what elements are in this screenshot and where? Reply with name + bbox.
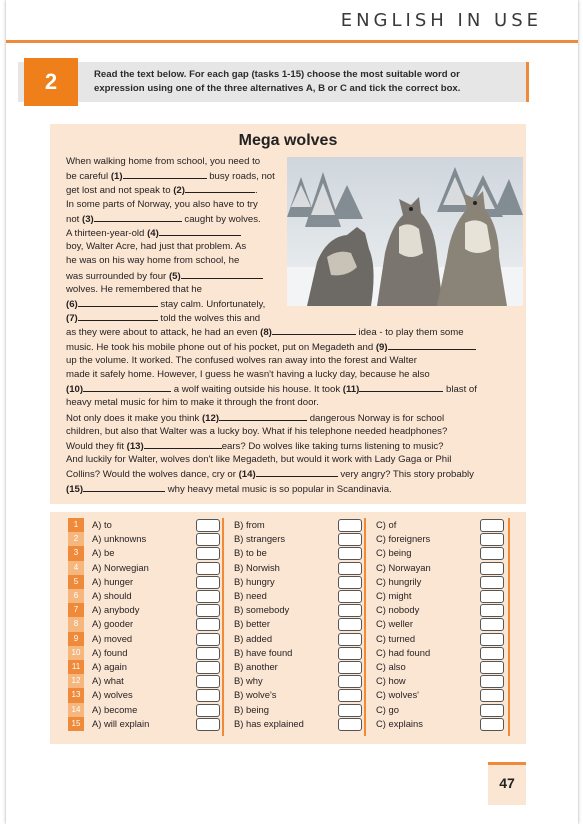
answer-row xyxy=(68,575,514,589)
answer-gap xyxy=(219,411,307,421)
section-title: ENGLISH IN USE xyxy=(340,10,542,31)
option-a-checkbox[interactable] xyxy=(196,562,220,575)
wolves-photo xyxy=(287,157,523,306)
text-run: music. He took his mobile phone out of his pocket, put on Megadeth and xyxy=(66,341,376,353)
article-line xyxy=(66,368,430,382)
text-run: In some parts of Norway, you also have to try xyxy=(66,198,258,210)
option-a-checkbox[interactable] xyxy=(196,576,220,589)
question-number: 5 xyxy=(68,575,84,589)
option-a-label: A) moved xyxy=(92,632,133,644)
text-run: . xyxy=(254,185,258,197)
article-line xyxy=(66,198,258,212)
option-c-label: C) had found xyxy=(376,646,431,658)
text-run: When walking home from school, you need to xyxy=(66,156,261,167)
answer-row xyxy=(68,617,514,631)
text-run: A thirteen-year-old xyxy=(66,228,148,239)
answer-row xyxy=(68,518,514,532)
article-line xyxy=(66,283,202,297)
option-b-label: B) from xyxy=(234,519,265,530)
option-b-checkbox[interactable] xyxy=(338,675,362,688)
text-run: why heavy metal music is so popular in Scandinavia. xyxy=(165,483,392,495)
option-c-checkbox[interactable] xyxy=(480,661,504,674)
option-c-label: C) nobody xyxy=(376,604,420,616)
question-number: 2 xyxy=(68,532,84,546)
answer-row xyxy=(68,703,514,717)
text-run: not xyxy=(66,213,83,225)
option-c-label: C) wolves' xyxy=(376,689,419,701)
option-c-checkbox[interactable] xyxy=(480,547,504,560)
page-header xyxy=(6,0,578,40)
answer-row xyxy=(68,532,514,546)
option-b-label: B) need xyxy=(234,590,267,601)
text-run: wolves. He remembered that he xyxy=(66,283,202,295)
option-a-label: A) found xyxy=(92,646,128,658)
text-run: blast of xyxy=(443,384,477,396)
option-a-label: A) hunger xyxy=(92,575,134,587)
option-a-label: A) unknowns xyxy=(92,533,147,545)
text-run: he was on his way home from school, he xyxy=(66,255,240,267)
gap-number: (13) xyxy=(126,441,144,452)
option-c-label: C) turned xyxy=(376,632,416,644)
option-c-checkbox[interactable] xyxy=(480,704,504,717)
question-number: 1 xyxy=(68,518,84,532)
article-line xyxy=(66,297,265,312)
answer-row xyxy=(68,632,514,646)
option-b-checkbox[interactable] xyxy=(338,704,362,717)
option-b-label: B) added xyxy=(234,632,273,644)
option-a-checkbox[interactable] xyxy=(196,647,220,660)
option-c-checkbox[interactable] xyxy=(480,576,504,589)
header-divider xyxy=(6,40,578,43)
article-line xyxy=(66,382,477,397)
option-b-checkbox[interactable] xyxy=(338,647,362,660)
text-run: caught by wolves. xyxy=(181,213,261,225)
answer-gap xyxy=(83,382,171,392)
text-run: Not only does it make you think xyxy=(66,412,202,424)
article-line xyxy=(66,439,444,454)
option-c-checkbox[interactable] xyxy=(480,604,504,617)
text-run: get lost and not speak to xyxy=(66,185,174,197)
text-run: told the wolves this and xyxy=(157,313,261,325)
text-run: And luckily for Walter, wolves don't like Megadeth, but would it work with Lady Gaga or Phil xyxy=(66,454,452,466)
answer-gap xyxy=(144,439,222,449)
option-a-checkbox[interactable] xyxy=(196,704,220,717)
option-b-label: B) hungry xyxy=(234,575,275,587)
text-run: dangerous Norway is for school xyxy=(307,412,445,424)
text-run: Collins? Would the wolves dance, cry or xyxy=(66,469,239,481)
option-c-checkbox[interactable] xyxy=(480,647,504,660)
instruction-line: expression using one of the three alternatives A, B or C and tick the correct box. xyxy=(94,83,461,94)
text-run: boy, Walter Acre, had just that problem. As xyxy=(66,241,247,253)
gap-number: (15) xyxy=(66,483,84,495)
option-b-label: B) better xyxy=(234,618,270,630)
option-c-label: C) might xyxy=(376,590,412,601)
option-a-checkbox[interactable] xyxy=(196,533,220,546)
answer-gap xyxy=(359,382,443,392)
answer-row xyxy=(68,561,514,575)
question-number: 15 xyxy=(68,717,84,731)
text-run: was surrounded by four xyxy=(66,270,169,282)
article-line xyxy=(66,212,261,227)
option-b-checkbox[interactable] xyxy=(338,661,362,674)
option-b-label: B) to be xyxy=(234,547,267,559)
gap-number: (12) xyxy=(201,412,220,424)
question-number: 3 xyxy=(68,546,84,560)
option-b-label: B) wolve's xyxy=(234,689,277,701)
question-number: 6 xyxy=(68,589,84,603)
option-a-label: A) again xyxy=(92,661,127,672)
text-run: idea - to play them some xyxy=(355,327,464,339)
option-b-checkbox[interactable] xyxy=(338,618,362,631)
answer-gap xyxy=(78,311,158,321)
option-a-checkbox[interactable] xyxy=(196,718,220,731)
option-b-label: B) have found xyxy=(234,646,293,658)
option-c-checkbox[interactable] xyxy=(480,689,504,702)
gap-number: (2) xyxy=(173,185,185,197)
option-a-checkbox[interactable] xyxy=(196,618,220,631)
article-line xyxy=(66,396,319,410)
gap-number: (6) xyxy=(66,299,78,310)
option-b-checkbox[interactable] xyxy=(338,633,362,646)
option-a-label: A) become xyxy=(92,703,138,715)
option-c-label: C) foreigners xyxy=(376,533,431,545)
task-number-badge: 2 xyxy=(24,58,78,106)
option-a-checkbox[interactable] xyxy=(196,675,220,688)
question-number: 9 xyxy=(68,632,84,646)
option-b-checkbox[interactable] xyxy=(338,576,362,589)
gap-number: (3) xyxy=(82,213,94,225)
question-number: 12 xyxy=(68,674,84,688)
gap-number: (10) xyxy=(66,384,84,396)
article-line xyxy=(66,226,241,241)
instruction-line: Read the text below. For each gap (tasks 1-15) choose the most suitable word or xyxy=(94,69,460,80)
option-a-label: A) gooder xyxy=(92,618,134,630)
question-number: 4 xyxy=(68,561,84,575)
option-a-label: A) should xyxy=(92,590,132,601)
article-line xyxy=(66,453,451,467)
question-number: 14 xyxy=(68,703,84,717)
answer-gap xyxy=(123,169,207,179)
option-c-label: C) how xyxy=(376,675,406,687)
option-c-checkbox[interactable] xyxy=(480,519,504,532)
option-b-checkbox[interactable] xyxy=(338,604,362,617)
option-a-label: A) anybody xyxy=(92,604,140,616)
answer-gap xyxy=(94,212,182,222)
answer-gap xyxy=(272,325,356,335)
text-run: busy roads, not xyxy=(206,171,275,183)
article-line xyxy=(66,411,444,426)
article-line xyxy=(66,467,474,482)
option-a-label: A) be xyxy=(92,547,115,559)
option-a-checkbox[interactable] xyxy=(196,661,220,674)
article-line xyxy=(66,340,476,355)
question-number: 7 xyxy=(68,603,84,617)
option-b-label: B) being xyxy=(234,703,269,715)
answer-row xyxy=(68,688,514,702)
gap-number: (8) xyxy=(260,327,272,339)
article-line xyxy=(66,183,258,198)
option-b-label: B) has explained xyxy=(234,717,304,729)
gap-number: (1) xyxy=(110,171,123,183)
question-number: 11 xyxy=(68,660,84,674)
option-a-checkbox[interactable] xyxy=(196,547,220,560)
gap-number: (7) xyxy=(66,313,78,325)
answer-row xyxy=(68,646,514,660)
gap-number: (14) xyxy=(238,469,256,481)
option-b-checkbox[interactable] xyxy=(338,533,362,546)
option-b-checkbox[interactable] xyxy=(338,519,362,532)
task-instruction xyxy=(94,68,514,96)
answer-gap xyxy=(78,297,158,307)
text-run: made it safely home. However, I guess he wasn't having a lucky day, because he also xyxy=(66,369,430,380)
article-line xyxy=(66,425,447,439)
option-a-checkbox[interactable] xyxy=(196,519,220,532)
option-a-checkbox[interactable] xyxy=(196,604,220,617)
option-b-label: B) somebody xyxy=(234,604,290,616)
option-a-checkbox[interactable] xyxy=(196,633,220,646)
text-run: be careful xyxy=(66,171,111,183)
article-line xyxy=(66,354,417,368)
option-c-label: C) explains xyxy=(376,717,423,729)
option-a-label: A) what xyxy=(92,675,124,687)
howling-wolves-image xyxy=(287,157,523,306)
article-line xyxy=(66,240,246,254)
text-run: up the volume. It worked. The confused wolves ran away into the forest and Walter xyxy=(66,354,417,366)
option-c-checkbox[interactable] xyxy=(480,562,504,575)
option-a-checkbox[interactable] xyxy=(196,590,220,603)
article-line xyxy=(66,169,275,184)
answer-row xyxy=(68,660,514,674)
answer-row xyxy=(68,589,514,603)
text-run: very angry? This story probably xyxy=(337,469,474,481)
text-run: Would they fit xyxy=(66,441,127,452)
gap-number: (11) xyxy=(342,384,360,396)
answer-gap xyxy=(256,467,338,477)
option-c-label: C) of xyxy=(376,519,397,530)
text-run: a wolf waiting outside his house. It took xyxy=(171,384,343,396)
text-run: as they were about to attack, he had an even xyxy=(66,327,261,339)
option-c-label: C) being xyxy=(376,547,412,559)
gap-number: (9) xyxy=(375,341,388,353)
option-c-checkbox[interactable] xyxy=(480,633,504,646)
option-a-label: A) wolves xyxy=(92,689,133,701)
option-c-checkbox[interactable] xyxy=(480,590,504,603)
option-c-label: C) go xyxy=(376,703,399,715)
answer-row xyxy=(68,546,514,560)
answer-gap xyxy=(83,482,165,492)
question-number: 13 xyxy=(68,688,84,702)
option-b-label: B) another xyxy=(234,661,278,672)
option-c-label: C) hungrily xyxy=(376,575,422,587)
page-number: 47 xyxy=(499,775,515,791)
article-line xyxy=(66,311,260,326)
gap-number: (4) xyxy=(147,228,159,239)
article-line xyxy=(66,482,392,497)
option-b-checkbox[interactable] xyxy=(338,689,362,702)
gap-number: (5) xyxy=(168,270,181,282)
option-c-label: C) also xyxy=(376,661,406,672)
option-c-checkbox[interactable] xyxy=(480,675,504,688)
option-c-label: C) weller xyxy=(376,618,413,630)
option-a-label: A) to xyxy=(92,519,112,530)
option-b-label: B) why xyxy=(234,675,263,687)
text-run: heavy metal music for him to make it through the front door. xyxy=(66,397,319,409)
answer-row xyxy=(68,717,514,731)
answer-row xyxy=(68,603,514,617)
article-line xyxy=(66,325,464,340)
article-line xyxy=(66,155,260,169)
option-a-label: A) will explain xyxy=(92,717,150,729)
option-b-checkbox[interactable] xyxy=(338,562,362,575)
article-line xyxy=(66,254,239,268)
option-c-checkbox[interactable] xyxy=(480,533,504,546)
option-b-label: B) strangers xyxy=(234,533,286,545)
question-number: 8 xyxy=(68,617,84,631)
option-a-checkbox[interactable] xyxy=(196,689,220,702)
answer-gap xyxy=(388,340,476,350)
answer-gap xyxy=(159,226,241,236)
answer-row xyxy=(68,674,514,688)
option-c-checkbox[interactable] xyxy=(480,618,504,631)
option-b-checkbox[interactable] xyxy=(338,590,362,603)
option-b-label: B) Norwish xyxy=(234,561,280,573)
option-c-label: C) Norwayan xyxy=(376,561,431,573)
article-line xyxy=(66,269,263,284)
option-b-checkbox[interactable] xyxy=(338,547,362,560)
text-run: ears? Do wolves like taking turns listening to music? xyxy=(221,441,444,452)
text-run: children, but also that Walter was a lucky boy. What if his telephone needed headphones? xyxy=(66,425,448,437)
answer-gap xyxy=(185,183,255,193)
text-run: stay calm. Unfortunately, xyxy=(157,299,266,310)
question-number: 10 xyxy=(68,646,84,660)
article-title: Mega wolves xyxy=(238,132,338,149)
answer-gap xyxy=(181,269,263,279)
option-a-label: A) Norwegian xyxy=(92,561,149,573)
option-b-checkbox[interactable] xyxy=(338,718,362,731)
option-c-checkbox[interactable] xyxy=(480,718,504,731)
